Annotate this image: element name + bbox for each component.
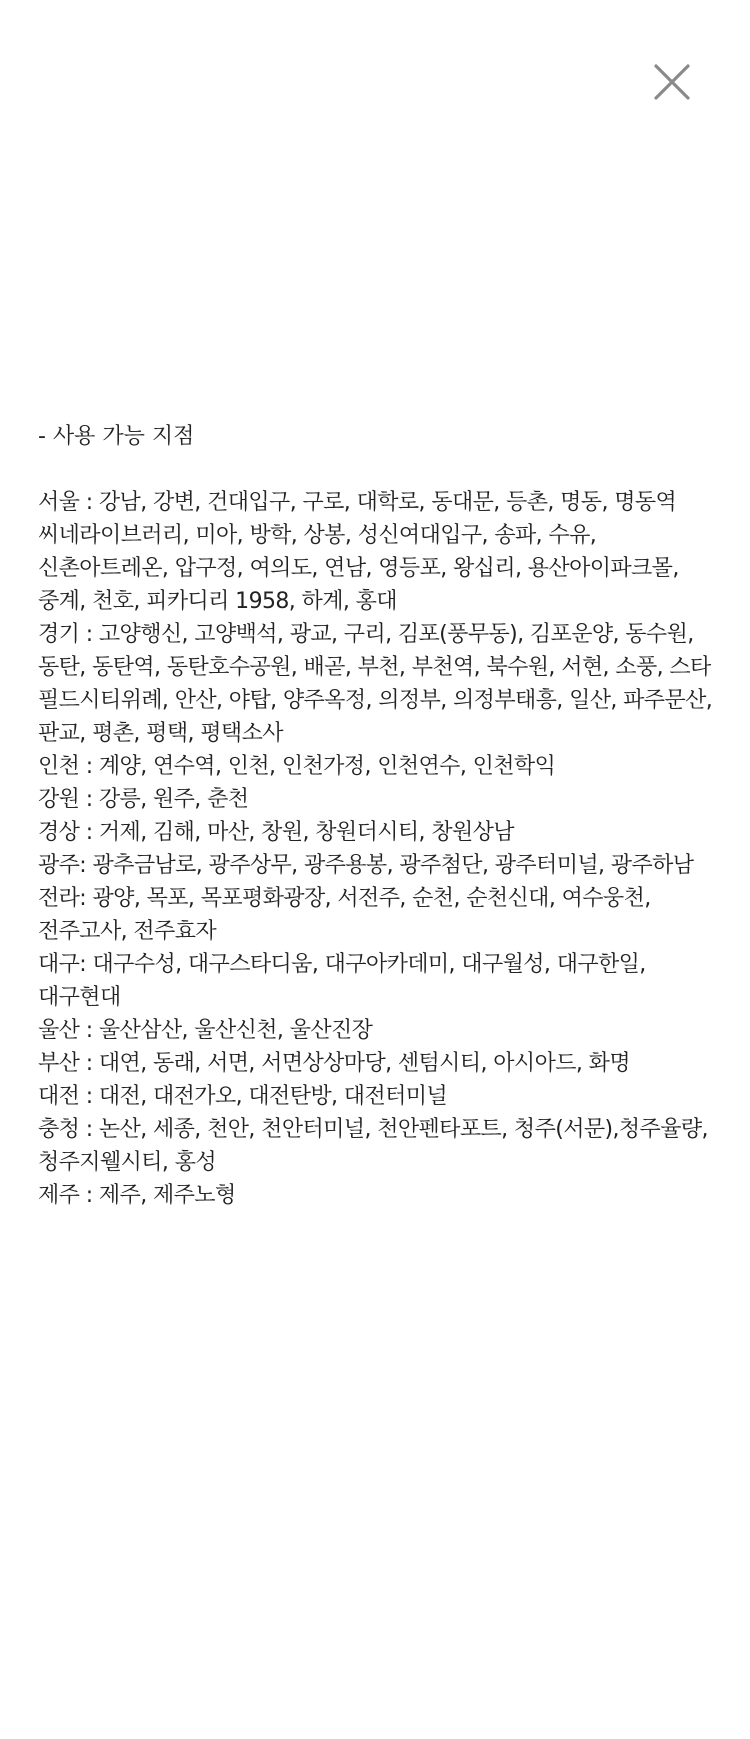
region-branches: 제주, 제주노형 [98, 1183, 236, 1208]
region-label: 부산 : [38, 1051, 99, 1076]
close-button[interactable] [652, 62, 692, 102]
region-branches: 울산삼산, 울산신천, 울산진장 [98, 1018, 373, 1043]
region-incheon [38, 750, 718, 783]
region-branches: 대전, 대전가오, 대전탄방, 대전터미널 [98, 1084, 448, 1109]
region-label: 대구: [38, 952, 93, 977]
region-label: 전라: [38, 886, 93, 911]
region-branches: 계양, 연수역, 인천, 인천가정, 인천연수, 인천학익 [98, 754, 556, 779]
region-label: 제주 : [38, 1183, 99, 1208]
region-label: 서울 : [38, 490, 99, 515]
region-busan [38, 1047, 718, 1080]
region-label: 인천 : [38, 754, 99, 779]
region-daejeon [38, 1080, 718, 1113]
region-branches: 강릉, 원주, 춘천 [98, 787, 249, 812]
region-label: 충청 : [38, 1117, 99, 1142]
region-label: 강원 : [38, 787, 99, 812]
branch-list-content [38, 420, 718, 1212]
region-branches: 광양, 목포, 목포평화광장, 서전주, 순천, 순천신대, 여수웅천, 전주고사, 전주효자 [38, 886, 651, 944]
section-heading: - 사용 가능 지점 [38, 424, 195, 449]
region-jeju [38, 1179, 718, 1212]
region-branches: 대연, 동래, 서면, 서면상상마당, 센텀시티, 아시아드, 화명 [98, 1051, 630, 1076]
region-gangwon [38, 783, 718, 816]
region-jeolla [38, 882, 718, 948]
region-branches: 대구수성, 대구스타디움, 대구아카데미, 대구월성, 대구한일, 대구현대 [38, 952, 646, 1010]
region-label: 울산 : [38, 1018, 99, 1043]
region-branches: 고양행신, 고양백석, 광교, 구리, 김포(풍무동), 김포운양, 동수원, 동탄, 동탄역, 동탄호수공원, 배곧, 부천, 부천역, 북수원, 서현, 소풍, 스타 필드시티위례, 안산, 야탑, 양주옥정, 의정부, 의정부태흥, 일산, 파주문산, 판교, 평촌, 평택, 평택소사 [38, 622, 713, 746]
region-label: 광주: [38, 853, 93, 878]
close-icon [652, 62, 692, 102]
spacer [38, 453, 718, 486]
region-daegu [38, 948, 718, 1014]
region-label: 경기 : [38, 622, 99, 647]
region-gyeongsang [38, 816, 718, 849]
region-chungcheong [38, 1113, 718, 1179]
region-label: 대전 : [38, 1084, 99, 1109]
region-label: 경상 : [38, 820, 99, 845]
region-seoul [38, 486, 718, 618]
region-branches: 거제, 김해, 마산, 창원, 창원더시티, 창원상남 [98, 820, 514, 845]
region-gwangju [38, 849, 718, 882]
region-branches: 강남, 강변, 건대입구, 구로, 대학로, 동대문, 등촌, 명동, 명동역 씨네라이브러리, 미아, 방학, 상봉, 성신여대입구, 송파, 수유, 신촌아트레온, 압구정, 여의도, 연남, 영등포, 왕십리, 용산아이파크몰, 중계, 천호, 피카디리 1958, 하계, 홍대 [38, 490, 679, 614]
region-branches: 광추금남로, 광주상무, 광주용봉, 광주첨단, 광주터미널, 광주하남 [92, 853, 694, 878]
region-gyeonggi [38, 618, 718, 750]
region-branches: 논산, 세종, 천안, 천안터미널, 천안펜타포트, 청주(서문),청주율량, 청주지웰시티, 홍성 [38, 1117, 708, 1175]
region-ulsan [38, 1014, 718, 1047]
